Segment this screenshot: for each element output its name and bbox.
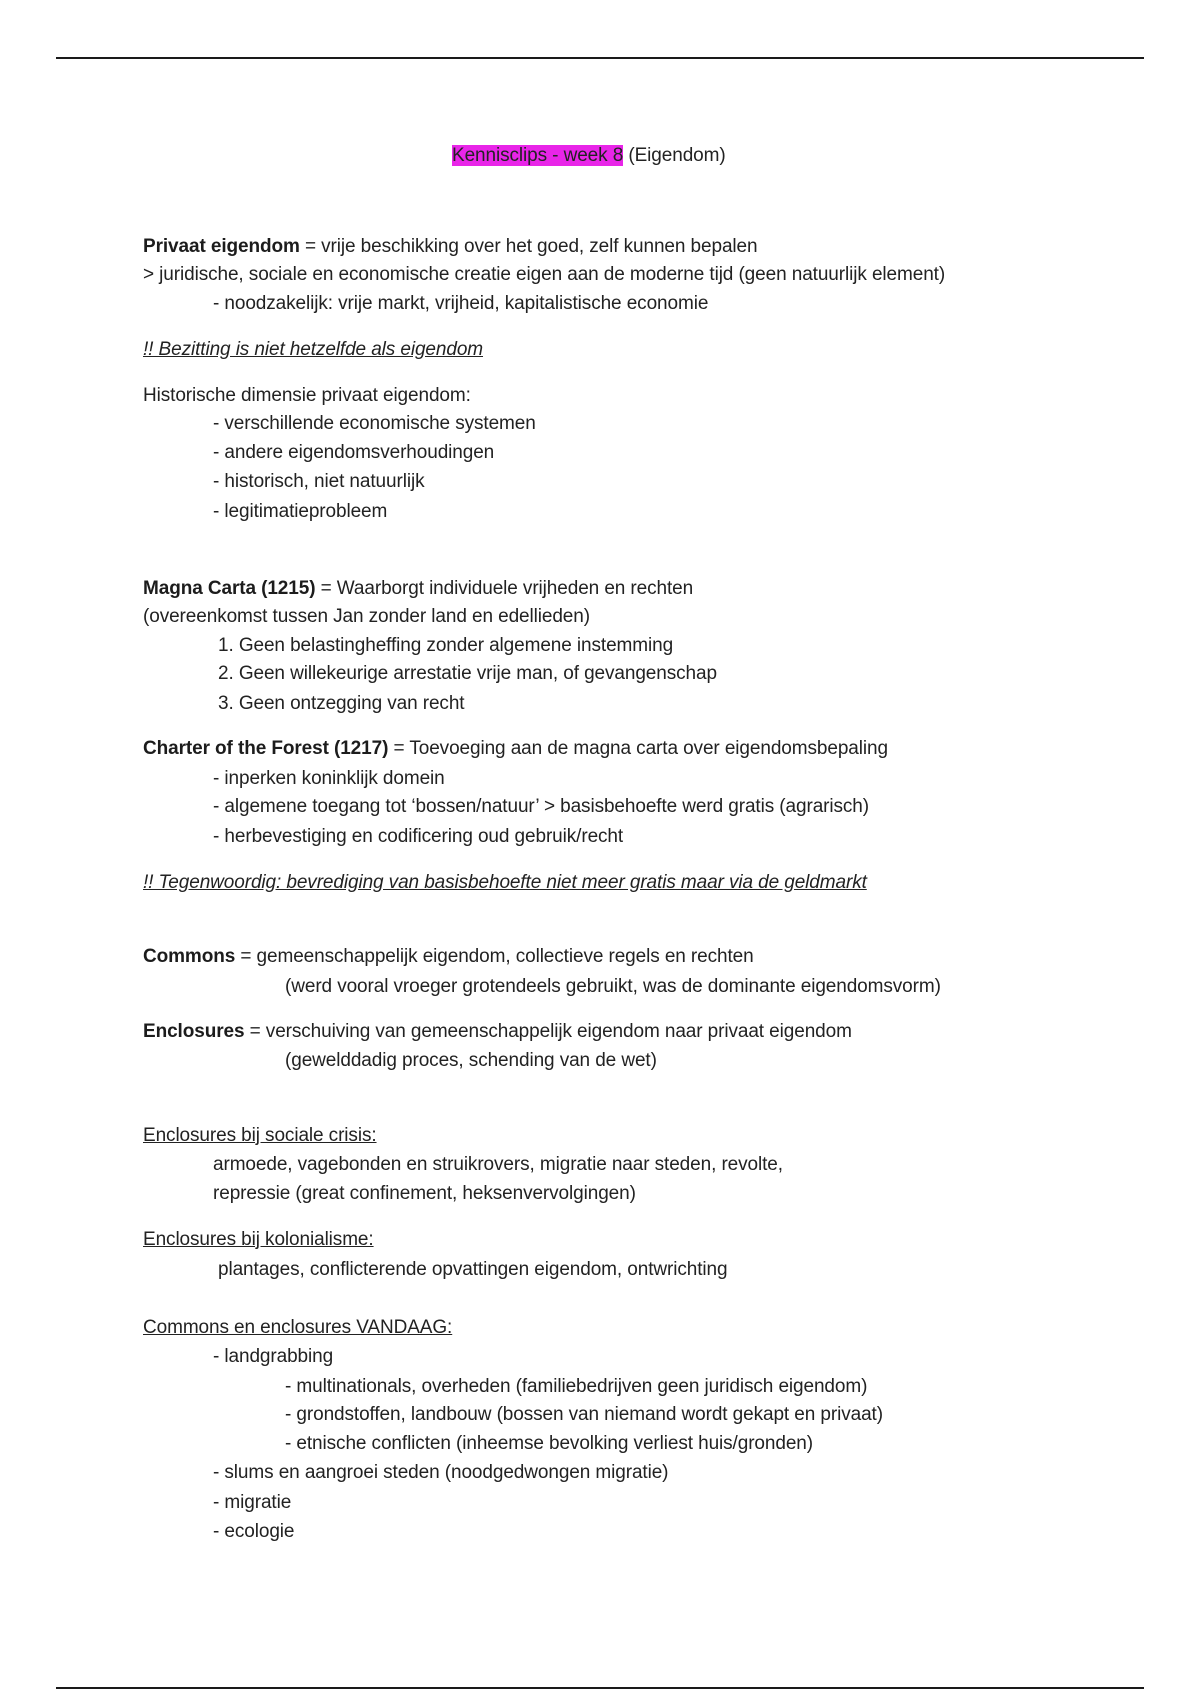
commons-definition [143, 945, 754, 969]
historisch-heading: Historische dimensie privaat eigendom: [143, 385, 471, 406]
header-rule [56, 57, 1144, 59]
page-title [452, 144, 726, 168]
crisis-line1: armoede, vagebonden en struikrovers, migratie naar steden, revolte, [213, 1154, 783, 1175]
charter-def: = Toevoeging aan de magna carta over eigendomsbepaling [388, 738, 888, 759]
historisch-item: - verschillende economische systemen [213, 413, 536, 434]
magna-definition [143, 577, 693, 601]
historisch-item: - historisch, niet natuurlijk [213, 471, 425, 492]
privaat-term: Privaat eigendom [143, 236, 300, 257]
privaat-line2: > juridische, sociale en economische creatie eigen aan de moderne tijd (geen natuurlijk element) [143, 264, 946, 285]
kolonialisme-heading: Enclosures bij kolonialisme: [143, 1229, 374, 1250]
magna-item: 3. Geen ontzegging van recht [218, 693, 465, 714]
historisch-item: - andere eigendomsverhoudingen [213, 442, 495, 463]
privaat-line3: - noodzakelijk: vrije markt, vrijheid, kapitalistische economie [213, 293, 709, 314]
magna-def: = Waarborgt individuele vrijheden en rechten [315, 578, 694, 599]
vandaag-item: - migratie [213, 1492, 292, 1513]
enclosures-line2: (gewelddadig proces, schending van de wet) [285, 1050, 657, 1071]
enclosures-term: Enclosures [143, 1021, 245, 1042]
commons-term: Commons [143, 946, 236, 967]
vandaag-sub-item: - grondstoffen, landbouw (bossen van niemand wordt gekapt en privaat) [285, 1404, 883, 1425]
commons-line2: (werd vooral vroeger grotendeels gebruikt, was de dominante eigendomsvorm) [285, 976, 941, 997]
enclosures-def: = verschuiving van gemeenschappelijk eigendom naar privaat eigendom [244, 1021, 852, 1042]
crisis-line2: repressie (great confinement, heksenvervolgingen) [213, 1183, 636, 1204]
vandaag-sub-item: - etnische conflicten (inheemse bevolking verliest huis/gronden) [285, 1433, 813, 1454]
vandaag-sub-item: - multinationals, overheden (familiebedrijven geen juridisch eigendom) [285, 1376, 868, 1397]
privaat-def: = vrije beschikking over het goed, zelf kunnen bepalen [299, 236, 758, 257]
note-tegenwoordig: !! Tegenwoordig: bevrediging van basisbehoefte niet meer gratis maar via de geldmarkt [143, 872, 867, 893]
charter-definition [143, 737, 888, 761]
vandaag-item: - ecologie [213, 1521, 295, 1542]
kolonialisme-line1: plantages, conflicterende opvattingen eigendom, ontwrichting [218, 1259, 728, 1280]
magna-line2: (overeenkomst tussen Jan zonder land en edellieden) [143, 606, 590, 627]
historisch-item: - legitimatieprobleem [213, 501, 388, 522]
vandaag-landgrabbing: - landgrabbing [213, 1346, 334, 1367]
charter-term: Charter of the Forest (1217) [143, 738, 389, 759]
magna-item: 1. Geen belastingheffing zonder algemene instemming [218, 635, 674, 656]
title-rest: (Eigendom) [623, 145, 726, 166]
charter-item: - algemene toegang tot ‘bossen/natuur’ > basisbehoefte werd gratis (agrarisch) [213, 796, 870, 817]
commons-def: = gemeenschappelijk eigendom, collectieve regels en rechten [235, 946, 754, 967]
magna-term: Magna Carta (1215) [143, 578, 316, 599]
magna-item: 2. Geen willekeurige arrestatie vrije man, of gevangenschap [218, 663, 717, 684]
charter-item: - herbevestiging en codificering oud gebruik/recht [213, 826, 624, 847]
crisis-heading: Enclosures bij sociale crisis: [143, 1125, 377, 1146]
footer-rule [56, 1687, 1144, 1689]
vandaag-heading: Commons en enclosures VANDAAG: [143, 1317, 453, 1338]
title-highlight: Kennisclips - week 8 [452, 145, 624, 166]
note-bezitting: !! Bezitting is niet hetzelfde als eigendom [143, 339, 484, 360]
enclosures-definition [143, 1020, 852, 1044]
privaat-definition [143, 235, 757, 259]
vandaag-item: - slums en aangroei steden (noodgedwongen migratie) [213, 1462, 669, 1483]
charter-item: - inperken koninklijk domein [213, 768, 445, 789]
